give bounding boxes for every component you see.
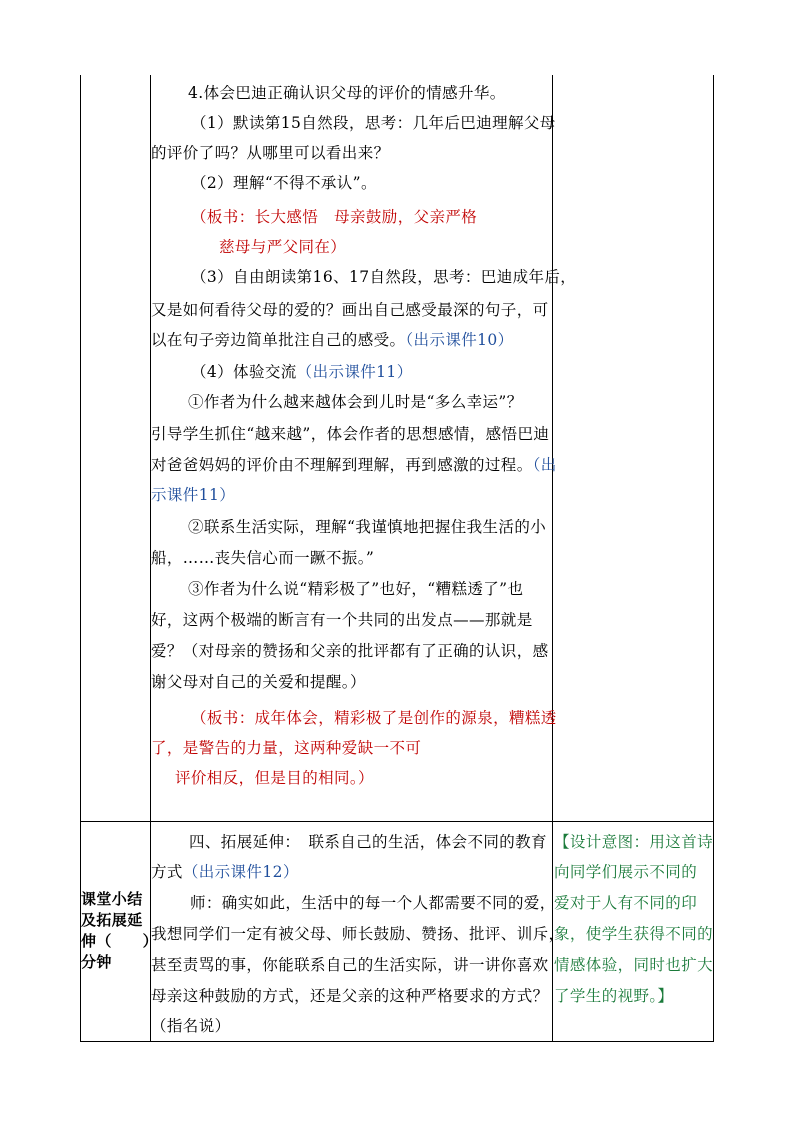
text-line: 母亲这种鼓励的方式，还是父亲的这种严格要求的方式？ (151, 987, 549, 1005)
board-note: 慈母与严父同在） (219, 238, 347, 256)
text-line: 四、拓展延伸： 联系自己的生活，体会不同的教育 (189, 833, 547, 851)
text-line: ③作者为什么说“精彩极了”也好，“糟糕透了”也 (188, 580, 524, 598)
text-line: ②联系生活实际，理解“我谨慎地把握住我生活的小 (188, 518, 547, 536)
text-line: 4.体会巴迪正确认识父母的评价的情感升华。 (188, 84, 506, 102)
text-line: 对爸爸妈妈的评价由不理解到理解，再到感激的过程。（出 (151, 456, 557, 474)
courseware-ref: （出示课件11） (296, 363, 413, 381)
row-divider (80, 821, 714, 822)
text-line: 我想同学们一定有被父母、师长鼓励、赞扬、批评、训斥， (151, 925, 565, 943)
text-line: 的评价了吗？从哪里可以看出来？ (151, 144, 390, 162)
courseware-ref: （出 (532, 456, 557, 474)
text-line: 爱？（对母亲的赞扬和父亲的批评都有了正确的认识，感 (151, 642, 549, 660)
text-line (151, 485, 235, 505)
section-label: 及拓展延 (81, 911, 143, 929)
text-line: （3）自由朗读第16、17自然段，思考：巴迪成年后， (191, 268, 577, 286)
design-intent-line: 爱对于人有不同的印 (554, 894, 698, 912)
text-line: 谢父母对自己的关爱和提醒。） (151, 673, 366, 691)
text-line: 好，这两个极端的断言有一个共同的出发点——那就是 (151, 611, 533, 629)
section-label: 课堂小结 (81, 890, 143, 908)
text-line: （1）默读第15自然段，思考：几年后巴迪理解父母 (191, 114, 556, 132)
text-line: 又是如何看待父母的爱的？画出自己感受最深的句子，可 (151, 301, 549, 319)
text-line: 师：确实如此，生活中的每一个人都需要不同的爱， (190, 894, 556, 912)
text-line: 以在句子旁边简单批注自己的感受。（出示课件10） (151, 331, 514, 349)
design-intent-line: 情感体验，同时也扩大 (554, 956, 714, 974)
text-line: 引导学生抓住“越来越”，体会作者的思想感情，感悟巴迪 (151, 425, 550, 443)
courseware-ref: （出示课件12） (182, 863, 299, 881)
board-note: （板书：成年体会，精彩极了是创作的源泉，糟糕透 (191, 709, 557, 727)
section-label: 伸（ ） (81, 932, 159, 950)
courseware-ref: （出示课件10） (405, 331, 514, 349)
section-label: 分钟 (81, 953, 112, 971)
text-line: （指名说） (151, 1017, 231, 1035)
text-line: 船，……丧失信心而一蹶不振。” (151, 549, 375, 567)
design-intent-line: 向同学们展示不同的 (554, 863, 698, 881)
board-note: 评价相反，但是目的相同。） (175, 769, 374, 787)
text-line: 甚至责骂的事，你能联系自己的生活实际，讲一讲你喜欢 (151, 956, 549, 974)
design-intent-line: 象，使学生获得不同的 (554, 925, 714, 943)
text-line: （4）体验交流（出示课件11） (191, 363, 413, 381)
design-intent-line: 了学生的视野。】 (554, 987, 674, 1005)
table-border-right (713, 75, 714, 1042)
text-line: 方式（出示课件12） (151, 863, 299, 881)
table-border-bottom (80, 1041, 714, 1042)
text-line: （2）理解“不得不承认”。 (191, 174, 377, 192)
courseware-ref: 示课件11） (151, 486, 236, 504)
design-intent-line: 【设计意图：用这首诗 (554, 833, 714, 851)
board-note: 了，是警告的力量，这两种爱缺一不可 (151, 739, 422, 757)
board-note: （板书：长大感悟 母亲鼓励，父亲严格 (191, 208, 478, 226)
text-line: ①作者为什么越来越体会到儿时是“多么幸运”？ (188, 393, 523, 411)
